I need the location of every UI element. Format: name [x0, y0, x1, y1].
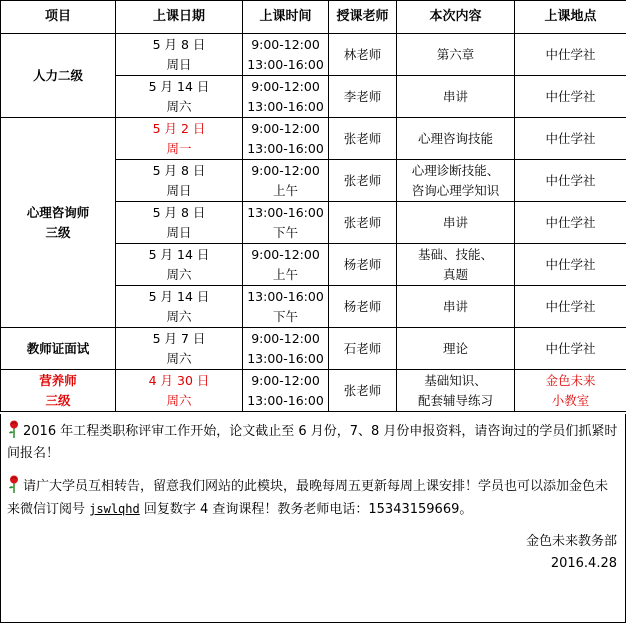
table-row	[1, 118, 626, 160]
content-cell: 串讲	[397, 286, 515, 328]
date-cell	[116, 34, 243, 76]
weekday-text: 周日	[166, 182, 192, 198]
place-cell: 中仕学社	[515, 202, 626, 244]
content-cell	[397, 370, 515, 412]
content-cell: 串讲	[397, 202, 515, 244]
weekday-text: 周六	[166, 308, 192, 324]
teacher-cell: 张老师	[329, 118, 397, 160]
time-cell	[243, 286, 329, 328]
place-cell	[515, 370, 626, 412]
header-teacher: 授课老师	[329, 1, 397, 34]
time-text: 上午	[272, 182, 298, 198]
teacher-cell: 张老师	[329, 202, 397, 244]
time-text: 9:00-12:00	[251, 162, 320, 178]
teacher-cell: 杨老师	[329, 286, 397, 328]
signature-date: 2016.4.28	[550, 556, 617, 571]
teacher-cell: 杨老师	[329, 244, 397, 286]
notice-paragraph-2	[1, 465, 625, 521]
time-text: 13:00-16:00	[247, 350, 324, 366]
weekday-text: 周六	[166, 392, 192, 408]
date-text: 5 月 2 日	[152, 120, 206, 136]
group-label: 人力二级	[32, 67, 83, 83]
time-cell	[243, 76, 329, 118]
time-cell	[243, 328, 329, 370]
place-cell: 中仕学社	[515, 286, 626, 328]
time-text: 13:00-16:00	[247, 288, 324, 304]
notice-text-2a: 请广大学员互相转告，留意我们网站的此模块，最晚每周五更新每周上课安排！学员也可以添加金色未来微信订阅号	[7, 479, 609, 517]
date-cell	[116, 328, 243, 370]
teacher-cell: 张老师	[329, 160, 397, 202]
place-cell: 中仕学社	[515, 328, 626, 370]
header-row	[1, 1, 626, 34]
date-text: 5 月 8 日	[152, 162, 206, 178]
weekday-text: 周一	[166, 140, 192, 156]
date-text: 5 月 7 日	[152, 330, 206, 346]
time-text: 9:00-12:00	[251, 330, 320, 346]
date-cell	[116, 202, 243, 244]
place-cell: 中仕学社	[515, 76, 626, 118]
place-cell: 中仕学社	[515, 160, 626, 202]
time-text: 9:00-12:00	[251, 120, 320, 136]
date-cell	[116, 118, 243, 160]
date-text: 5 月 8 日	[152, 36, 206, 52]
group-label: 三级	[45, 392, 71, 408]
date-text: 4 月 30 日	[148, 372, 210, 388]
notice-text-2b: 回复数字 4 查询课程！教务老师电话：15343159669。	[139, 502, 473, 517]
content-cell: 理论	[397, 328, 515, 370]
group-label: 心理咨询师	[26, 204, 90, 220]
content-cell	[397, 244, 515, 286]
signature-org: 金色未来教务部	[525, 534, 617, 549]
time-cell	[243, 370, 329, 412]
rose-icon	[7, 475, 21, 493]
teacher-cell: 林老师	[329, 34, 397, 76]
wechat-id: jswlqhd	[89, 502, 140, 516]
group-cell-nutrition	[1, 370, 116, 412]
time-text: 上午	[272, 266, 298, 282]
content-cell: 串讲	[397, 76, 515, 118]
time-text: 13:00-16:00	[247, 98, 324, 114]
time-cell	[243, 202, 329, 244]
time-text: 下午	[272, 224, 298, 240]
place-text: 小教室	[551, 392, 590, 408]
date-cell	[116, 244, 243, 286]
time-cell	[243, 244, 329, 286]
time-text: 13:00-16:00	[247, 140, 324, 156]
place-text: 金色未来	[545, 372, 596, 388]
time-text: 13:00-16:00	[247, 56, 324, 72]
date-cell	[116, 370, 243, 412]
group-cell-psych	[1, 118, 116, 328]
table-row	[1, 328, 626, 370]
date-text: 5 月 14 日	[148, 78, 210, 94]
time-cell	[243, 118, 329, 160]
content-text: 心理诊断技能、	[411, 162, 500, 178]
date-text: 5 月 8 日	[152, 204, 206, 220]
teacher-cell: 石老师	[329, 328, 397, 370]
header-date: 上课日期	[116, 1, 243, 34]
content-text: 基础知识、	[424, 372, 487, 388]
group-label: 三级	[45, 224, 71, 240]
content-cell: 第六章	[397, 34, 515, 76]
weekday-text: 周日	[166, 56, 192, 72]
time-text: 9:00-12:00	[251, 36, 320, 52]
group-cell-teacher-cert: 教师证面试	[1, 328, 116, 370]
place-cell: 中仕学社	[515, 34, 626, 76]
table-row	[1, 34, 626, 76]
notice-paragraph-1	[1, 414, 625, 465]
group-cell-hr	[1, 34, 116, 118]
header-project: 项目	[1, 1, 116, 34]
weekday-text: 周六	[166, 266, 192, 282]
date-text: 5 月 14 日	[148, 246, 210, 262]
date-cell	[116, 286, 243, 328]
content-text: 基础、技能、	[417, 246, 493, 262]
time-text: 下午	[272, 308, 298, 324]
time-text: 9:00-12:00	[251, 78, 320, 94]
header-time: 上课时间	[243, 1, 329, 34]
header-place: 上课地点	[515, 1, 626, 34]
notes-box	[0, 414, 626, 623]
time-text: 9:00-12:00	[251, 246, 320, 262]
teacher-cell: 李老师	[329, 76, 397, 118]
teacher-cell: 张老师	[329, 370, 397, 412]
weekday-text: 周六	[166, 98, 192, 114]
table-row	[1, 370, 626, 412]
place-cell: 中仕学社	[515, 118, 626, 160]
content-text: 咨询心理学知识	[411, 182, 500, 198]
notice-text-1: 2016 年工程类职称评审工作开始，论文截止至 6 月份，7、8 月份申报资料，请咨询过的学员们抓紧时间报名！	[7, 424, 618, 461]
content-text: 真题	[442, 266, 468, 282]
time-cell	[243, 160, 329, 202]
date-cell	[116, 160, 243, 202]
time-text: 13:00-16:00	[247, 204, 324, 220]
time-text: 13:00-16:00	[247, 392, 324, 408]
weekday-text: 周六	[166, 350, 192, 366]
rose-icon	[7, 420, 21, 438]
place-cell: 中仕学社	[515, 244, 626, 286]
date-cell	[116, 76, 243, 118]
content-cell	[397, 160, 515, 202]
date-text: 5 月 14 日	[148, 288, 210, 304]
group-label: 营养师	[39, 372, 77, 388]
content-text: 配套辅导练习	[417, 392, 493, 408]
header-content: 本次内容	[397, 1, 515, 34]
content-cell: 心理咨询技能	[397, 118, 515, 160]
time-text: 9:00-12:00	[251, 372, 320, 388]
weekday-text: 周日	[166, 224, 192, 240]
time-cell	[243, 34, 329, 76]
